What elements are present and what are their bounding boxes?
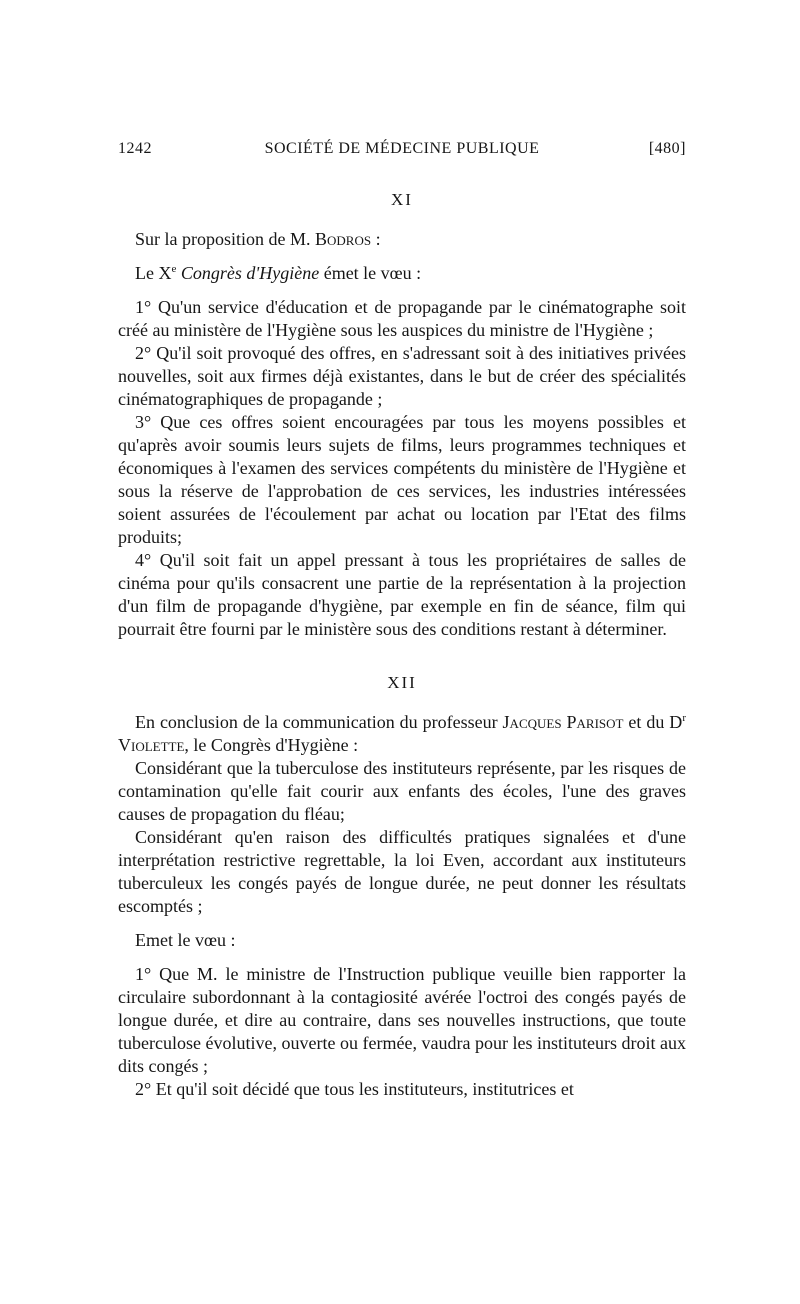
xii-item-2: 2° Et qu'il soit décidé que tous les instituteurs, institutrices et xyxy=(135,1079,574,1099)
xi-item-4: 4° Qu'il soit fait un appel pressant à tous les propriétaires de salles de cinéma pour qu'ils consacrent une partie de la représentation à la projection d'un film de propagande d'hygiène, par exemple en fin de séance, film qui pourrait être fourni par le ministère sous des conditions restant à déterminer. xyxy=(118,550,686,639)
author-bodros: Bodros xyxy=(315,229,372,249)
proposition-end: : xyxy=(371,229,381,249)
running-header xyxy=(118,140,686,166)
xii-item-1: 1° Que M. le ministre de l'Instruction publique veuille bien rapporter la circulaire subordonnant à la contagiosité avérée l'octroi des congés payés de longue durée, et dire au contraire, dans ses nouvelles instructions, que toute tuberculose évolutive, ouverte ou fermée, vaudra pour les instituteurs droit aux dits congés ; xyxy=(118,964,686,1076)
considerant-1: Considérant que la tuberculose des instituteurs représente, par les risques de contamination qu'elle fait courir aux enfants des écoles, l'une des graves causes de propagation du fléau; xyxy=(118,758,686,824)
conclusion-text: En conclusion de la communication du professeur xyxy=(135,712,503,732)
voeu-line xyxy=(118,262,686,285)
proposition-text: Sur la proposition de M. xyxy=(135,229,315,249)
conclusion-mid: et du D xyxy=(623,712,683,732)
xi-item-1: 1° Qu'un service d'éducation et de propagande par le cinématographe soit créé au ministère de l'Hygiène sous les auspices du ministre de l'Hygiène ; xyxy=(118,297,686,340)
emet-voeu: Emet le vœu : xyxy=(135,930,236,950)
voeu-superscript: e xyxy=(171,263,177,275)
xi-item-2: 2° Qu'il soit provoqué des offres, en s'adressant soit à des initiatives privées nouvelles, soit aux firmes déjà existantes, dans le but de créer des spécialités cinématographiques de propagande ; xyxy=(118,343,686,409)
conclusion-end: , le Congrès d'Hygiène : xyxy=(184,735,359,755)
voeu-prefix: Le X xyxy=(135,263,172,283)
section-heading-xi: XI xyxy=(391,190,413,209)
page-number: 1242 xyxy=(118,140,152,157)
xi-item-3: 3° Que ces offres soient encouragées par tous les moyens possibles et qu'après avoir soumis leurs sujets de films, leurs programmes techniques et économiques à l'examen des services compétents du ministère de l'Hygiène et sous la réserve de l'approbation de ces services, les industries intéressées soient assurées de l'écoulement par achat ou location par l'Etat des films produits; xyxy=(118,412,686,547)
voeu-suffix: émet le vœu : xyxy=(319,263,422,283)
running-title: SOCIÉTÉ DE MÉDECINE PUBLIQUE xyxy=(264,140,540,157)
doctor-superscript: r xyxy=(682,712,686,724)
proposition-line xyxy=(118,228,686,251)
considerant-2: Considérant qu'en raison des difficultés pratiques signalées et d'une interprétation restrictive regrettable, la loi Even, accordant aux instituteurs tuberculeux les congés payés de longue durée, ne peut donner les résultats escomptés ; xyxy=(118,827,686,916)
page-body xyxy=(118,188,686,1101)
conclusion-intro xyxy=(118,711,686,757)
page-reference: [480] xyxy=(648,140,686,157)
congress-name: Congrès d'Hygiène xyxy=(176,263,320,283)
author-parisot: Jacques Parisot xyxy=(502,712,624,732)
author-violette: Violette xyxy=(118,735,185,755)
section-heading-xii: XII xyxy=(387,673,417,692)
